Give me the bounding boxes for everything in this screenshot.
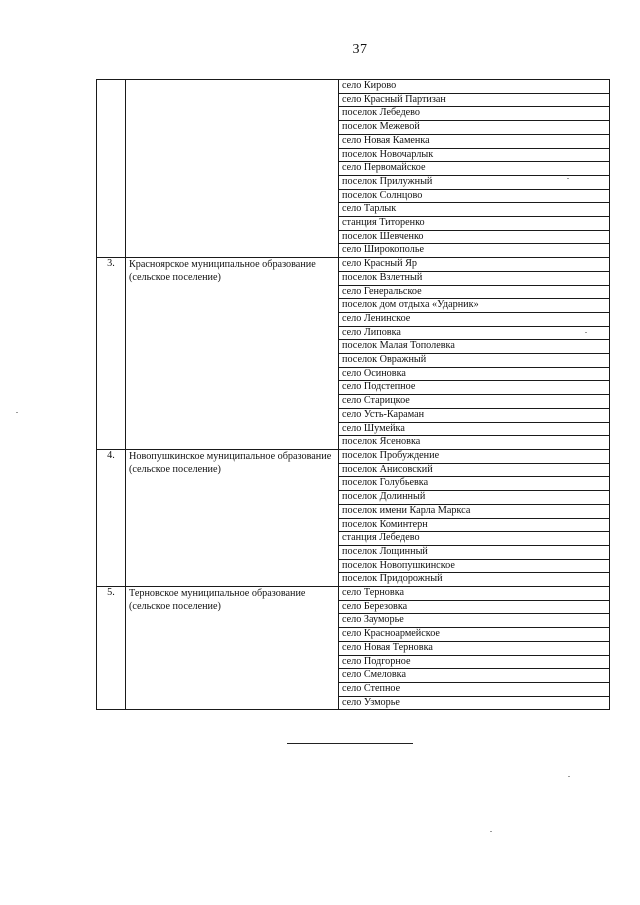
settlement-name: село Узморье bbox=[339, 696, 610, 710]
settlement-name: поселок дом отдыха «Ударник» bbox=[339, 299, 610, 313]
settlement-name: поселок Малая Тополевка bbox=[339, 340, 610, 354]
settlements-table bbox=[96, 79, 610, 710]
settlement-name: поселок Лощинный bbox=[339, 545, 610, 559]
settlement-name: село Новая Терновка bbox=[339, 641, 610, 655]
table-row bbox=[97, 587, 610, 601]
settlement-name: село Новая Каменка bbox=[339, 134, 610, 148]
settlement-name: поселок Шевченко bbox=[339, 230, 610, 244]
settlements-table-body bbox=[97, 80, 610, 710]
settlement-name: село Осиновка bbox=[339, 367, 610, 381]
settlement-name: село Липовка bbox=[339, 326, 610, 340]
settlement-name: село Степное bbox=[339, 682, 610, 696]
scan-speck bbox=[567, 178, 569, 179]
settlement-name: поселок Новопушкинское bbox=[339, 559, 610, 573]
settlement-name: поселок Пробуждение bbox=[339, 449, 610, 463]
settlement-name: село Березовка bbox=[339, 600, 610, 614]
settlement-name: село Первомайское bbox=[339, 162, 610, 176]
municipality-name: Терновское муниципальное образование (сельское поселение) bbox=[126, 587, 339, 710]
settlement-name: село Красный Яр bbox=[339, 258, 610, 272]
page-number: 37 bbox=[352, 42, 368, 57]
settlement-name: село Подгорное bbox=[339, 655, 610, 669]
settlement-name: село Тарлык bbox=[339, 203, 610, 217]
settlement-name: поселок Долинный bbox=[339, 491, 610, 505]
settlement-name: село Зауморье bbox=[339, 614, 610, 628]
row-number: 5. bbox=[97, 587, 126, 710]
settlement-name: поселок Солнцово bbox=[339, 189, 610, 203]
table-row bbox=[97, 449, 610, 463]
municipality-name: Красноярское муниципальное образование (сельское поселение) bbox=[126, 258, 339, 450]
settlement-name: поселок Анисовский bbox=[339, 463, 610, 477]
settlement-name: село Смеловка bbox=[339, 669, 610, 683]
settlement-name: станция Титоренко bbox=[339, 217, 610, 231]
scan-speck bbox=[16, 412, 18, 413]
end-of-document-line bbox=[287, 743, 413, 744]
settlement-name: село Красный Партизан bbox=[339, 93, 610, 107]
settlement-name: село Широкополье bbox=[339, 244, 610, 258]
scan-speck bbox=[568, 776, 570, 777]
scan-speck bbox=[585, 332, 587, 333]
settlement-name: село Подстепное bbox=[339, 381, 610, 395]
settlement-name: станция Лебедево bbox=[339, 532, 610, 546]
settlement-name: село Шумейка bbox=[339, 422, 610, 436]
settlement-name: поселок Новочарлык bbox=[339, 148, 610, 162]
settlement-name: поселок Взлетный bbox=[339, 271, 610, 285]
municipality-name bbox=[126, 80, 339, 258]
settlement-name: поселок Придорожный bbox=[339, 573, 610, 587]
settlement-name: поселок Прилужный bbox=[339, 175, 610, 189]
table-row bbox=[97, 258, 610, 272]
row-number: 3. bbox=[97, 258, 126, 450]
table-row bbox=[97, 80, 610, 94]
settlement-name: село Ленинское bbox=[339, 312, 610, 326]
settlement-name: поселок Ясеновка bbox=[339, 436, 610, 450]
settlement-name: поселок Овражный bbox=[339, 354, 610, 368]
settlement-name: село Усть-Караман bbox=[339, 408, 610, 422]
settlement-name: поселок Лебедево bbox=[339, 107, 610, 121]
settlement-name: село Терновка bbox=[339, 587, 610, 601]
scan-speck bbox=[490, 831, 492, 832]
settlement-name: поселок имени Карла Маркса bbox=[339, 504, 610, 518]
settlement-name: село Кирово bbox=[339, 80, 610, 94]
row-number: 4. bbox=[97, 449, 126, 586]
settlement-name: поселок Голубьевка bbox=[339, 477, 610, 491]
row-number bbox=[97, 80, 126, 258]
settlement-name: село Красноармейское bbox=[339, 628, 610, 642]
settlement-name: село Генеральское bbox=[339, 285, 610, 299]
settlement-name: поселок Межевой bbox=[339, 121, 610, 135]
municipality-name: Новопушкинское муниципальное образование (сельское поселение) bbox=[126, 449, 339, 586]
settlement-name: поселок Коминтерн bbox=[339, 518, 610, 532]
settlement-name: село Старицкое bbox=[339, 395, 610, 409]
